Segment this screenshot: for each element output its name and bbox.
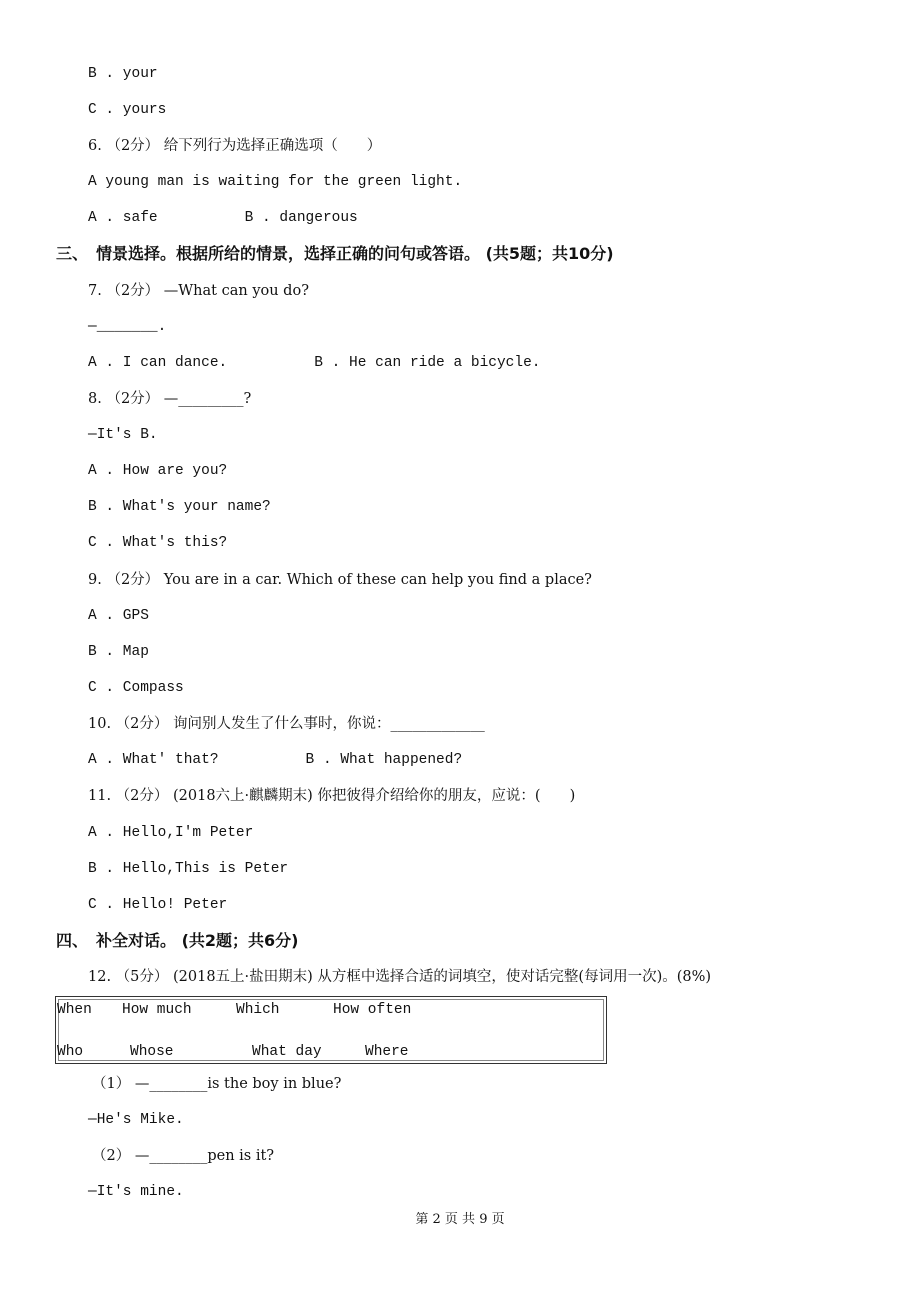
question-12-part-1-answer: —He's Mike. <box>88 1112 184 1128</box>
word-box-item: When <box>57 1002 92 1018</box>
question-7: 7. （2分） —What can you do? <box>88 283 309 299</box>
question-8: 8. （2分） —_________? <box>88 391 252 407</box>
question-7-blank: —_______. <box>88 319 167 335</box>
question-10: 10. （2分） 询问别人发生了什么事时，你说：_____________ <box>88 716 485 732</box>
question-7-options: A . I can dance. B . He can ride a bicycle. <box>88 355 541 371</box>
question-6-options: A . safe B . dangerous <box>88 210 358 226</box>
question-12-part-2: （2） —________pen is it? <box>92 1148 275 1164</box>
question-11-option-b: B . Hello,This is Peter <box>88 861 289 877</box>
question-9-option-c: C . Compass <box>88 680 184 696</box>
question-10-options: A . What' that? B . What happened? <box>88 752 463 768</box>
word-box-item: Whose <box>130 1044 174 1060</box>
question-12-part-1: （1） —________is the boy in blue? <box>92 1076 342 1092</box>
word-box-item: How much <box>122 1002 192 1018</box>
question-6-text: A young man is waiting for the green light. <box>88 174 463 190</box>
word-box <box>55 996 607 1064</box>
section-3-heading: 三、 情景选择。根据所给的情景，选择正确的问句或答语。 (共5题；共10分) <box>56 244 614 263</box>
word-box-item: How often <box>333 1002 412 1018</box>
word-box-item: Who <box>57 1044 84 1060</box>
question-11-option-a: A . Hello,I'm Peter <box>88 825 254 841</box>
question-6: 6. （2分） 给下列行为选择正确选项（ ） <box>88 138 382 154</box>
question-8-option-a: A . How are you? <box>88 463 228 479</box>
question-11-option-c: C . Hello! Peter <box>88 897 228 913</box>
question-9-option-b: B . Map <box>88 644 149 660</box>
question-9-option-a: A . GPS <box>88 608 149 624</box>
word-box-item: What day <box>252 1044 322 1060</box>
question-9: 9. （2分） You are in a car. Which of these can help you find a place? <box>88 572 592 588</box>
question-8-text: —It's B. <box>88 427 158 443</box>
word-box-item: Which <box>236 1002 280 1018</box>
question-11: 11. （2分） (2018六上·麒麟期末) 你把彼得介绍给你的朋友，应说：( ) <box>88 788 576 804</box>
question-8-option-c: C . What's this? <box>88 535 228 551</box>
option-b-your: B . your <box>88 66 158 82</box>
option-c-yours: C . yours <box>88 102 167 118</box>
word-box-item: Where <box>365 1044 409 1060</box>
section-4-heading: 四、 补全对话。 (共2题；共6分) <box>56 931 299 950</box>
question-12-part-2-answer: —It's mine. <box>88 1184 184 1200</box>
question-8-option-b: B . What's your name? <box>88 499 271 515</box>
question-12: 12. （5分） (2018五上·盐田期末) 从方框中选择合适的词填空，使对话完整(每词用一次)。(8%) <box>88 969 712 985</box>
page-footer: 第 2 页 共 9 页 <box>415 1212 505 1227</box>
